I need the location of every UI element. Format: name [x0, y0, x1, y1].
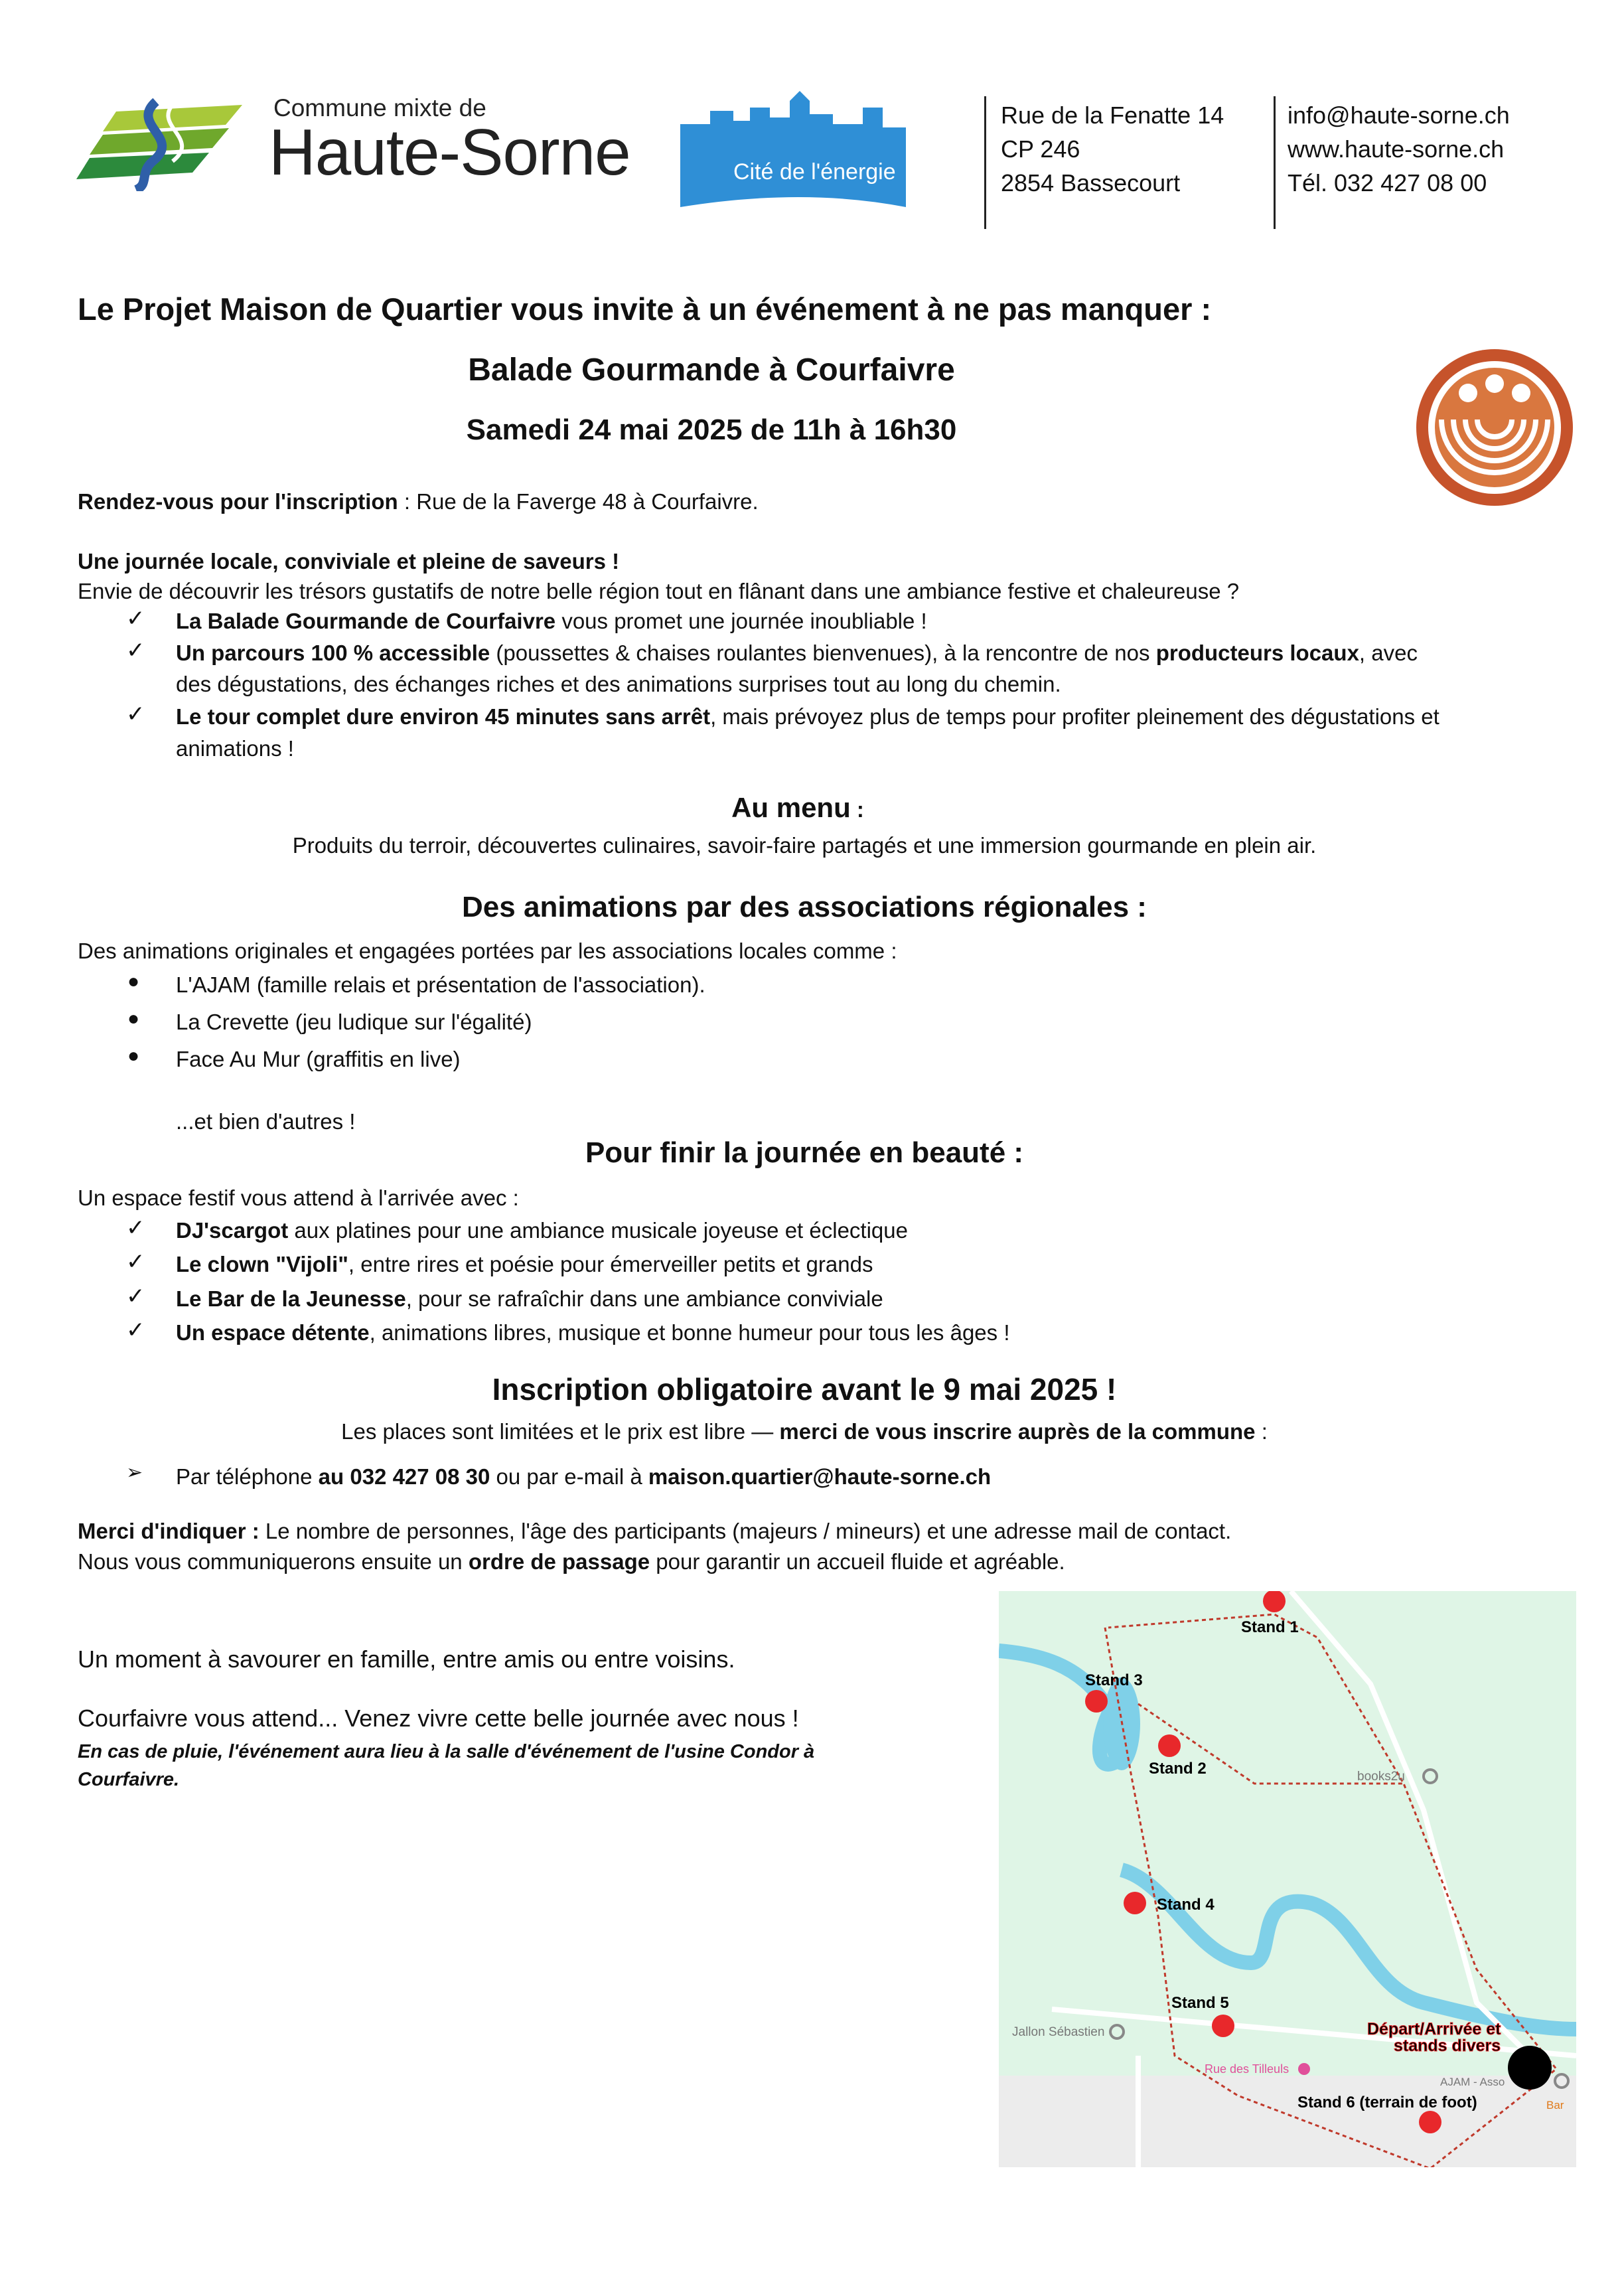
checkmark-icon: ✓ — [126, 1215, 145, 1241]
finish-item — [176, 1249, 873, 1280]
stand-3-marker[interactable] — [1085, 1690, 1108, 1713]
place-label: Rue des Tilleuls — [1205, 2062, 1290, 2076]
registration-note-text: Le nombre de personnes, l'âge des participants (majeurs / mineurs) et une adresse mail de contact. — [259, 1519, 1232, 1543]
intro-title: Le Projet Maison de Quartier vous invite à un événement à ne pas manquer : — [78, 291, 1212, 327]
checkmark-icon: ✓ — [126, 606, 145, 631]
day-heading: Une journée locale, conviviale et pleine de saveurs ! — [78, 549, 620, 574]
stand-2-marker[interactable] — [1158, 1734, 1181, 1757]
registration-email[interactable]: maison.quartier@haute-sorne.ch — [648, 1464, 992, 1489]
animations-heading: Des animations par des associations régionales : — [462, 891, 1147, 923]
contact-email[interactable]: info@haute-sorne.ch — [1288, 102, 1510, 129]
bullet-icon: ● — [127, 1008, 140, 1030]
animation-item: Face Au Mur (graffitis en live) — [176, 1047, 461, 1071]
day-intro: Envie de découvrir les trésors gustatifs de notre belle région tout en flânant dans une ambiance festive et chaleureuse ? — [78, 579, 1240, 603]
checkmark-icon: ✓ — [126, 1318, 145, 1343]
stand-6-marker[interactable] — [1419, 2111, 1441, 2133]
start-finish-marker[interactable] — [1508, 2046, 1552, 2090]
stand-4-label: Stand 4 — [1157, 1896, 1215, 1914]
day-item-bold: La Balade Gourmande de Courfaivre — [176, 609, 556, 633]
registration-note-text: pour garantir un accueil fluide et agréable. — [650, 1549, 1065, 1574]
event-date: Samedi 24 mai 2025 de 11h à 16h30 — [466, 414, 957, 446]
animation-item: L'AJAM (famille relais et présentation de l'association). — [176, 972, 705, 997]
finish-intro: Un espace festif vous attend à l'arrivée avec : — [78, 1186, 519, 1210]
bullet-icon: ● — [127, 1045, 140, 1067]
finish-item — [176, 1215, 908, 1246]
registration-note-bold: ordre de passage — [468, 1549, 650, 1574]
checkmark-icon: ✓ — [126, 1284, 145, 1309]
day-item-bold: Le tour complet dure environ 45 minutes sans arrêt — [176, 704, 711, 729]
maison-de-quartier-logo — [1414, 346, 1576, 509]
registration-text: ou par e-mail à — [490, 1464, 648, 1489]
checkmark-icon: ✓ — [126, 638, 145, 663]
address-line: CP 246 — [1001, 135, 1080, 163]
registration-heading: Inscription obligatoire avant le 9 mai 2025 ! — [492, 1372, 1117, 1407]
finish-item-text: , pour se rafraîchir dans une ambiance conviviale — [406, 1286, 883, 1311]
day-item — [176, 701, 1439, 732]
start-finish-label: stands divers — [1394, 2036, 1501, 2055]
day-item-bold: producteurs locaux — [1155, 641, 1359, 665]
arrow-bullet-icon: ➢ — [126, 1462, 143, 1484]
rdv-text: : Rue de la Faverge 48 à Courfaivre. — [398, 489, 759, 514]
closing-line-1: Un moment à savourer en famille, entre amis ou entre voisins. — [78, 1645, 735, 1673]
start-finish-label: Départ/Arrivée et — [1367, 2020, 1501, 2038]
rain-notice: En cas de pluie, l'événement aura lieu à la salle d'événement de l'usine Condor à Courfaivre. — [78, 1741, 815, 1790]
stand-2-label: Stand 2 — [1149, 1760, 1207, 1778]
place-label: Jallon Sébastien — [1012, 2025, 1105, 2039]
finish-item-bold: Le Bar de la Jeunesse — [176, 1286, 406, 1311]
menu-heading-suffix: : — [850, 797, 864, 822]
day-item — [176, 605, 927, 637]
finish-item-bold: Le clown "Vijoli" — [176, 1252, 348, 1276]
event-title: Balade Gourmande à Courfaivre — [468, 352, 955, 388]
place-label: Bar — [1546, 2099, 1564, 2111]
menu-text: Produits du terroir, découvertes culinaires, savoir-faire partagés et une immersion gourmande en plein air. — [292, 833, 1317, 858]
day-item-text: , avec — [1359, 641, 1418, 665]
animations-intro: Des animations originales et engagées portées par les associations locales comme : — [78, 939, 897, 963]
haute-sorne-logo-mark — [76, 98, 256, 191]
registration-text: Les places sont limitées et le prix est libre — — [341, 1419, 780, 1444]
registration-text: : — [1255, 1419, 1268, 1444]
place-pin-icon — [1298, 2063, 1310, 2075]
logo-subtitle: Commune mixte de — [273, 94, 486, 121]
day-item-bold: Un parcours 100 % accessible — [176, 641, 490, 665]
registration-bold: merci de vous inscrire auprès de la commune — [779, 1419, 1256, 1444]
registration-note-text: Nous vous communiquerons ensuite un — [78, 1549, 469, 1574]
logo-title: Haute-Sorne — [269, 115, 630, 189]
address-line: 2854 Bassecourt — [1001, 169, 1181, 196]
registration-contact — [176, 1461, 991, 1492]
cite-logo-label: Cité de l'énergie — [733, 159, 896, 185]
cite-de-l-energie-logo — [670, 88, 922, 214]
finish-item-text: , entre rires et poésie pour émerveiller petits et grands — [348, 1252, 873, 1276]
registration-phone[interactable]: au 032 427 08 30 — [318, 1464, 490, 1489]
stand-4-marker[interactable] — [1124, 1892, 1146, 1914]
registration-text: Par téléphone — [176, 1464, 319, 1489]
day-item-text: vous promet une journée inoubliable ! — [555, 609, 927, 633]
finish-item-text: , animations libres, musique et bonne humeur pour tous les âges ! — [369, 1320, 1010, 1345]
stand-3-label: Stand 3 — [1085, 1671, 1143, 1689]
finish-heading: Pour finir la journée en beauté : — [585, 1136, 1024, 1169]
finish-item-bold: DJ'scargot — [176, 1218, 289, 1243]
address-block — [1001, 98, 1224, 200]
finish-item — [176, 1283, 883, 1314]
header-divider-1 — [984, 96, 986, 229]
address-line: Rue de la Fenatte 14 — [1001, 102, 1224, 129]
animations-more: ...et bien d'autres ! — [176, 1109, 356, 1134]
registration-note-2 — [78, 1546, 1065, 1577]
closing-line-2: Courfaivre vous attend... Venez vivre cette belle journée avec nous ! — [78, 1705, 799, 1732]
menu-heading — [0, 792, 1609, 824]
day-item-continuation: des dégustations, des échanges riches et des animations surprises tout au long du chemin. — [176, 672, 1061, 696]
contact-block — [1288, 98, 1510, 200]
rdv-label: Rendez-vous pour l'inscription — [78, 489, 398, 514]
rdv-line — [78, 486, 759, 517]
menu-heading-text: Au menu — [731, 792, 851, 823]
animation-item: La Crevette (jeu ludique sur l'égalité) — [176, 1010, 532, 1034]
stand-5-label: Stand 5 — [1171, 1994, 1229, 2012]
day-item-continuation: animations ! — [176, 736, 294, 761]
contact-website[interactable]: www.haute-sorne.ch — [1288, 135, 1505, 163]
contact-phone: Tél. 032 427 08 00 — [1288, 169, 1487, 196]
checkmark-icon: ✓ — [126, 702, 145, 727]
registration-note-label: Merci d'indiquer : — [78, 1519, 259, 1543]
header-divider-2 — [1274, 96, 1276, 229]
registration-note — [78, 1515, 1231, 1547]
stand-1-label: Stand 1 — [1241, 1618, 1299, 1636]
day-item — [176, 637, 1418, 668]
day-item-text: (poussettes & chaises roulantes bienvenues), à la rencontre de nos — [490, 641, 1156, 665]
bullet-icon: ● — [127, 970, 140, 992]
place-label: AJAM - Asso — [1440, 2076, 1505, 2088]
stand-5-marker[interactable] — [1212, 2015, 1234, 2037]
finish-item-text: aux platines pour une ambiance musicale joyeuse et éclectique — [288, 1218, 908, 1243]
stand-6-label: Stand 6 (terrain de foot) — [1297, 2094, 1477, 2111]
day-item-text: , mais prévoyez plus de temps pour profiter pleinement des dégustations et — [710, 704, 1439, 729]
place-label: books2u — [1357, 1770, 1405, 1784]
registration-line — [0, 1416, 1615, 1447]
finish-item-bold: Un espace détente — [176, 1320, 370, 1345]
finish-item — [176, 1317, 1010, 1348]
checkmark-icon: ✓ — [126, 1249, 145, 1274]
route-map[interactable] — [999, 1591, 1576, 2167]
